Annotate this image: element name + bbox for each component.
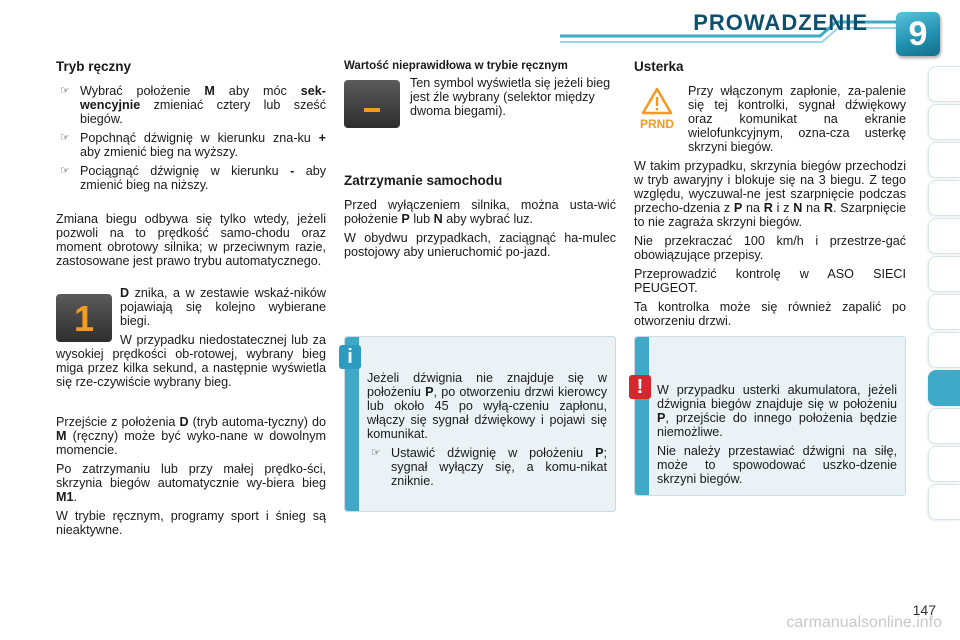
chapter-tab[interactable] (928, 180, 960, 216)
pointer-hand-icon: ☞ (60, 85, 70, 97)
minus-gear-display-icon (344, 80, 400, 128)
column-fault (634, 60, 906, 333)
transmission-warning-icon (634, 86, 680, 132)
watermark: carmanualsonline.info (786, 614, 942, 631)
fault-indicator-block (634, 84, 906, 154)
info-box (344, 336, 616, 512)
list-item: ☞ Pociągnąć dźwignię w kierunku - aby zmienić bieg na niższy. (60, 164, 326, 192)
subheading-invalid-value: Wartość nieprawidłowa w trybie ręcznym (344, 60, 568, 72)
section-heading-stopping: Zatrzymanie samochodu (344, 173, 503, 188)
chapter-tab[interactable] (928, 484, 960, 520)
paragraph: W takim przypadku, skrzynia biegów przechodzi w tryb awaryjny i blokuje się na 3 biegu. Z tego względu, wyczuwal-ne jest szarpnięcie podczas przecho-dzenia z P na R i z N na R. Szarpnięcie to nie zagraża skrzyni biegów. (634, 159, 906, 229)
paragraph: Ten symbol wyświetla się jeżeli bieg jest źle wybrany (selektor między dwoma biegami). (410, 76, 611, 118)
section-heading-manual-mode: Tryb ręczny (56, 59, 132, 74)
chapter-tab[interactable] (928, 142, 960, 178)
page-number: 147 (912, 602, 936, 618)
paragraph: W obydwu przypadkach, zaciągnąć ha-mulec postojowy aby unieruchomić po-jazd. (344, 231, 616, 259)
list-item: ☞ Wybrać położenie M aby móc sek-wencyjnie zmieniać cztery lub sześć biegów. (60, 84, 326, 126)
paragraph: D znika, a w zestawie wskaź-ników pojawiają się kolejno wybierane biegi. (120, 286, 326, 328)
paragraph: W przypadku usterki akumulatora, jeżeli dźwignia biegów znajduje się w położeniu P, przejście do innego położenia będzie niemożliwe. (657, 383, 897, 439)
paragraph: Po zatrzymaniu lub przy małej prędko-ści, skrzynia biegów automatycznie wy-biera bieg M1. (56, 462, 326, 504)
invalid-gear-block (344, 76, 616, 118)
paragraph: Jeżeli dźwignia nie znajduje się w położeniu P, po otworzeniu drzwi kierowcy lub około 45 po wyłą-czeniu zapłonu, włączy się sygnał dźwiękowy i pojawi się komunikat. (367, 371, 608, 441)
paragraph: Nie należy przestawiać dźwigni na siłę, może to spowodować uszko-dzenie skrzyni biegów. (657, 444, 897, 486)
list-item: ☞ Popchnąć dźwignię w kierunku zna-ku + aby zmienić bieg na wyższy. (60, 131, 326, 159)
manual-mode-steps (56, 84, 326, 192)
paragraph: Przejście z położenia D (tryb automa-tyczny) do M (ręczny) może być wyko-nane w dowolnym momencie. (56, 415, 326, 457)
column-stopping (344, 60, 616, 264)
paragraph: Przed wyłączeniem silnika, można usta-wić położenie P lub N aby wybrać luz. (344, 198, 616, 226)
chapter-tabs (928, 66, 960, 522)
pointer-hand-icon: ☞ (60, 165, 70, 177)
section-heading-fault: Usterka (634, 59, 684, 74)
pointer-hand-icon: ☞ (371, 447, 381, 459)
paragraph: Nie przekraczać 100 km/h i przestrze-gać obowiązujące przepisy. (634, 234, 906, 262)
paragraph: W trybie ręcznym, programy sport i śnieg są nieaktywne. (56, 509, 326, 537)
chapter-number-badge: 9 (896, 12, 940, 56)
chapter-tab[interactable] (928, 294, 960, 330)
chapter-tab[interactable] (928, 104, 960, 140)
gear-indicator-block (56, 286, 326, 389)
paragraph: W przypadku niedostatecznej lub za wysokiej prędkości ob-rotowej, wybrany bieg miga przez kilka sekund, a następnie wyświetla się rze-czywiście wybrany bieg. (56, 333, 326, 389)
chapter-tab[interactable] (928, 256, 960, 292)
warning-exclamation-icon: ! (629, 375, 651, 399)
paragraph: Przy włączonym zapłonie, za-palenie się tej kontrolki, sygnał dźwiękowy oraz komunikat na ekranie wielofunkcyjnym, ozna-cza usterkę skrzyni biegów. (688, 84, 906, 154)
pointer-hand-icon: ☞ (60, 132, 70, 144)
paragraph: Ta kontrolka może się również zapalić po otworzeniu drzwi. (634, 300, 906, 328)
info-icon: i (339, 345, 361, 369)
warning-box (634, 336, 906, 496)
list-item: ☞ Ustawić dźwignię w położeniu P; sygnał wyłączy się, a komu-nikat zniknie. (371, 446, 607, 488)
chapter-tab[interactable] (928, 218, 960, 254)
chapter-tab[interactable] (928, 66, 960, 102)
paragraph: Zmiana biegu odbywa się tylko wtedy, jeżeli pozwoli na to prędkość samo-chodu oraz moment obrotowy silnika; w przeciwnym razie, zastosowane jest prawo trybu automatycznego. (56, 212, 326, 268)
chapter-tab[interactable] (928, 446, 960, 482)
gear-display-icon: 1 (56, 294, 112, 342)
chapter-tab[interactable] (928, 332, 960, 368)
column-manual-mode (56, 60, 326, 542)
page-title: PROWADZENIE (693, 10, 868, 35)
paragraph: Przeprowadzić kontrolę w ASO SIECI PEUGEOT. (634, 267, 906, 295)
chapter-tab-active[interactable] (928, 370, 960, 406)
svg-text:PRND: PRND (639, 117, 675, 131)
chapter-tab[interactable] (928, 408, 960, 444)
